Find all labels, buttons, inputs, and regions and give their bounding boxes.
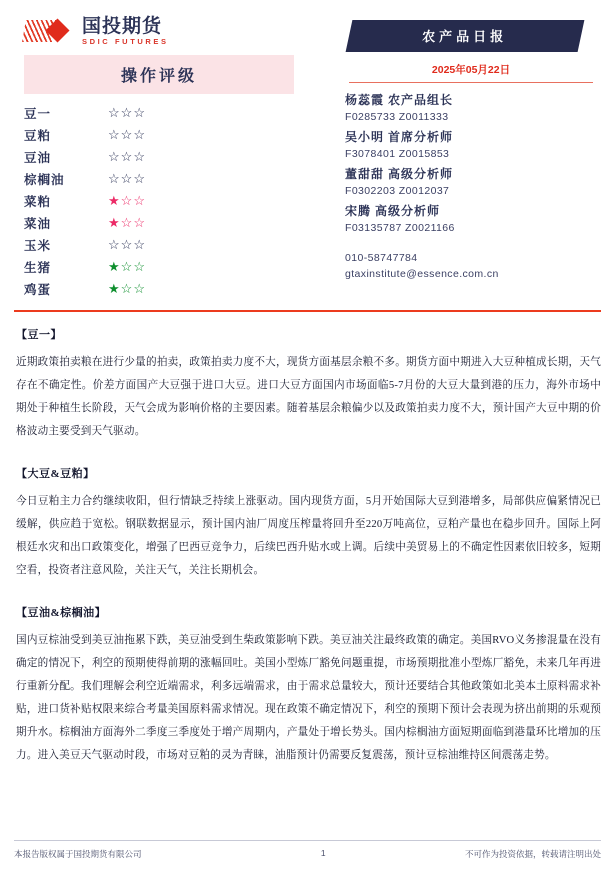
analyst-name: 杨蕊霞 农产品组长 — [345, 93, 454, 107]
rating-product-name: 生猪 — [24, 260, 52, 275]
star-icon: ☆ — [108, 105, 121, 120]
rating-row — [24, 256, 294, 278]
analyst-license-code: F3078401 Z0015853 — [345, 148, 450, 160]
article-title: 【豆一】 — [16, 328, 62, 341]
analyst-list — [345, 91, 601, 280]
header-right-column — [331, 14, 601, 280]
star-icon: ☆ — [133, 237, 146, 252]
star-icon: ☆ — [120, 259, 134, 274]
footer-row — [14, 848, 601, 860]
star-icon: ☆ — [120, 193, 134, 208]
rating-stars — [108, 260, 146, 273]
logo-text — [82, 17, 169, 46]
star-icon: ☆ — [108, 171, 121, 186]
rating-row — [24, 124, 294, 146]
footer-copyright: 本报告版权属于国投期货有限公司 — [14, 849, 142, 859]
rating-product-name: 豆油 — [24, 150, 52, 165]
rating-stars — [108, 106, 146, 119]
header-divider — [14, 310, 601, 312]
rating-stars — [108, 194, 146, 207]
star-icon: ☆ — [133, 127, 146, 142]
rating-product-name: 菜粕 — [24, 194, 52, 209]
rating-row — [24, 212, 294, 234]
logo-company-name-cn: 国投期货 — [82, 16, 163, 37]
footer-divider — [14, 840, 601, 841]
star-icon: ★ — [108, 281, 121, 296]
rating-row — [24, 190, 294, 212]
report-header — [14, 0, 601, 300]
rating-product-name: 玉米 — [24, 238, 52, 253]
contact-phone: 010-58747784 — [345, 252, 418, 264]
article-body: 国内豆棕油受到美豆油拖累下跌，美豆油受到生柴政策影响下跌。美豆油关注最终政策的确定。美国RVO义务掺混量在没有确定的情况下，利空的预期使得前期的涨幅回吐。美国小型炼厂豁免问题重提，市场预期批准小型炼厂豁免，未来几年再进行重新分配。我们理解会利空近端需求，利多远端需求，由于需求总量较大，预计还要结合其他政策如北美本土原料需求补贴，进口货补贴权限来综合考量美国原料需求情况。现在政策不确定情况下，利空的预期下预计会表现为挤出前期的乐观预期升水。棕榈油方面海外二季度三季度处于增产周期内，产量处于增长势头。国内棕榈油方面短期面临到港量环比增加的压力。进入美豆天气驱动时段，市场对豆粕的灵为青睐，油脂预计仍需要反复震荡，预计豆棕油维持区间震荡走势。 — [16, 634, 601, 761]
star-icon: ☆ — [120, 237, 134, 252]
star-icon: ☆ — [108, 149, 121, 164]
rating-product-name: 豆粕 — [24, 128, 52, 143]
star-icon: ★ — [108, 259, 121, 274]
footer-page-number: 1 — [320, 848, 326, 858]
rating-stars — [108, 172, 146, 185]
analyst-name: 董甜甜 高级分析师 — [345, 167, 454, 181]
rating-stars — [108, 150, 146, 163]
rating-row — [24, 278, 294, 300]
rating-product-name: 菜油 — [24, 216, 52, 231]
analyst-name: 吴小明 首席分析师 — [345, 130, 454, 144]
company-logo — [24, 17, 304, 46]
article-title: 【豆油&棕榈油】 — [16, 606, 107, 619]
rating-table-body — [24, 102, 294, 300]
star-icon: ☆ — [120, 127, 134, 142]
star-icon: ★ — [108, 215, 121, 230]
page-footer — [14, 840, 601, 860]
star-icon: ☆ — [108, 237, 121, 252]
rating-table-header: 操作评级 — [24, 55, 294, 94]
star-icon: ☆ — [120, 215, 134, 230]
rating-product-name: 鸡蛋 — [24, 282, 52, 297]
banner-divider — [349, 82, 593, 83]
star-icon: ☆ — [120, 171, 134, 186]
star-icon: ☆ — [120, 105, 134, 120]
rating-row — [24, 234, 294, 256]
star-icon: ☆ — [133, 193, 146, 208]
article-title: 【大豆&豆粕】 — [16, 467, 95, 480]
rating-product-name: 棕榈油 — [24, 172, 65, 187]
star-icon: ☆ — [133, 281, 146, 296]
star-icon: ☆ — [120, 149, 134, 164]
contact-email: gtaxinstitute@essence.com.cn — [345, 268, 499, 280]
star-icon: ☆ — [133, 259, 146, 274]
rating-row — [24, 146, 294, 168]
star-icon: ☆ — [133, 105, 146, 120]
header-left-column — [14, 14, 304, 300]
rating-stars — [108, 128, 146, 141]
star-icon: ☆ — [108, 127, 121, 142]
star-icon: ☆ — [133, 171, 146, 186]
rating-row — [24, 102, 294, 124]
analyst-license-code: F03135787 Z0021166 — [345, 222, 455, 234]
footer-disclaimer: 不可作为投资依据，转载请注明出处 — [464, 849, 601, 859]
analyst-license-code: F0302203 Z0012037 — [345, 185, 450, 197]
report-banner — [337, 20, 601, 83]
report-title-banner — [346, 20, 585, 52]
report-date: 2025年05月22日 — [431, 64, 511, 76]
rating-stars — [108, 282, 146, 295]
rating-product-name: 豆一 — [24, 106, 52, 121]
star-icon: ☆ — [133, 149, 146, 164]
analyst-license-code: F0285733 Z0011333 — [345, 111, 449, 123]
article-sections — [14, 326, 601, 767]
logo-company-name-en: SDIC FUTURES — [82, 37, 169, 46]
analyst-name: 宋腾 高级分析师 — [345, 204, 441, 218]
star-icon: ☆ — [133, 215, 146, 230]
article-body: 今日豆粕主力合约继续收阳，但行情缺乏持续上涨驱动。国内现货方面，5月开始国际大豆到港增多，局部供应偏紧情况已缓解，供应趋于宽松。钢联数据显示，预计国内油厂周度压榨量将回升至220万吨高位，豆粕产量也在稳步回升。国际上阿根廷水灾和出口政策变化，增强了巴西豆竞争力，后续巴西升贴水或上调。后续中美贸易上的不确定性因素依旧较多，短期空看，投资者注意风险，关注天气，关注长期机会。 — [16, 495, 601, 576]
rating-stars — [108, 216, 146, 229]
article-body: 近期政策拍卖粮在进行少量的拍卖，政策拍卖力度不大，现货方面基层余粮不多。期货方面中期进入大豆种植成长期，天气存在不确定性。价差方面国产大豆强于进口大豆。进口大豆方面国内市场面临5-7月份的大豆大量到港的压力，海外市场中期处于种植生长阶段，天气会成为影响价格的主要因素。随着基层余粮偏少以及政策拍卖力度不大，预计国产大豆中期的价格波动主要受到天气驱动。 — [16, 356, 601, 437]
star-icon: ☆ — [120, 281, 134, 296]
logo-mark-icon — [24, 18, 76, 44]
rating-row — [24, 168, 294, 190]
star-icon: ★ — [108, 193, 121, 208]
report-title: 农产品日报 — [422, 29, 508, 44]
rating-stars — [108, 238, 146, 251]
